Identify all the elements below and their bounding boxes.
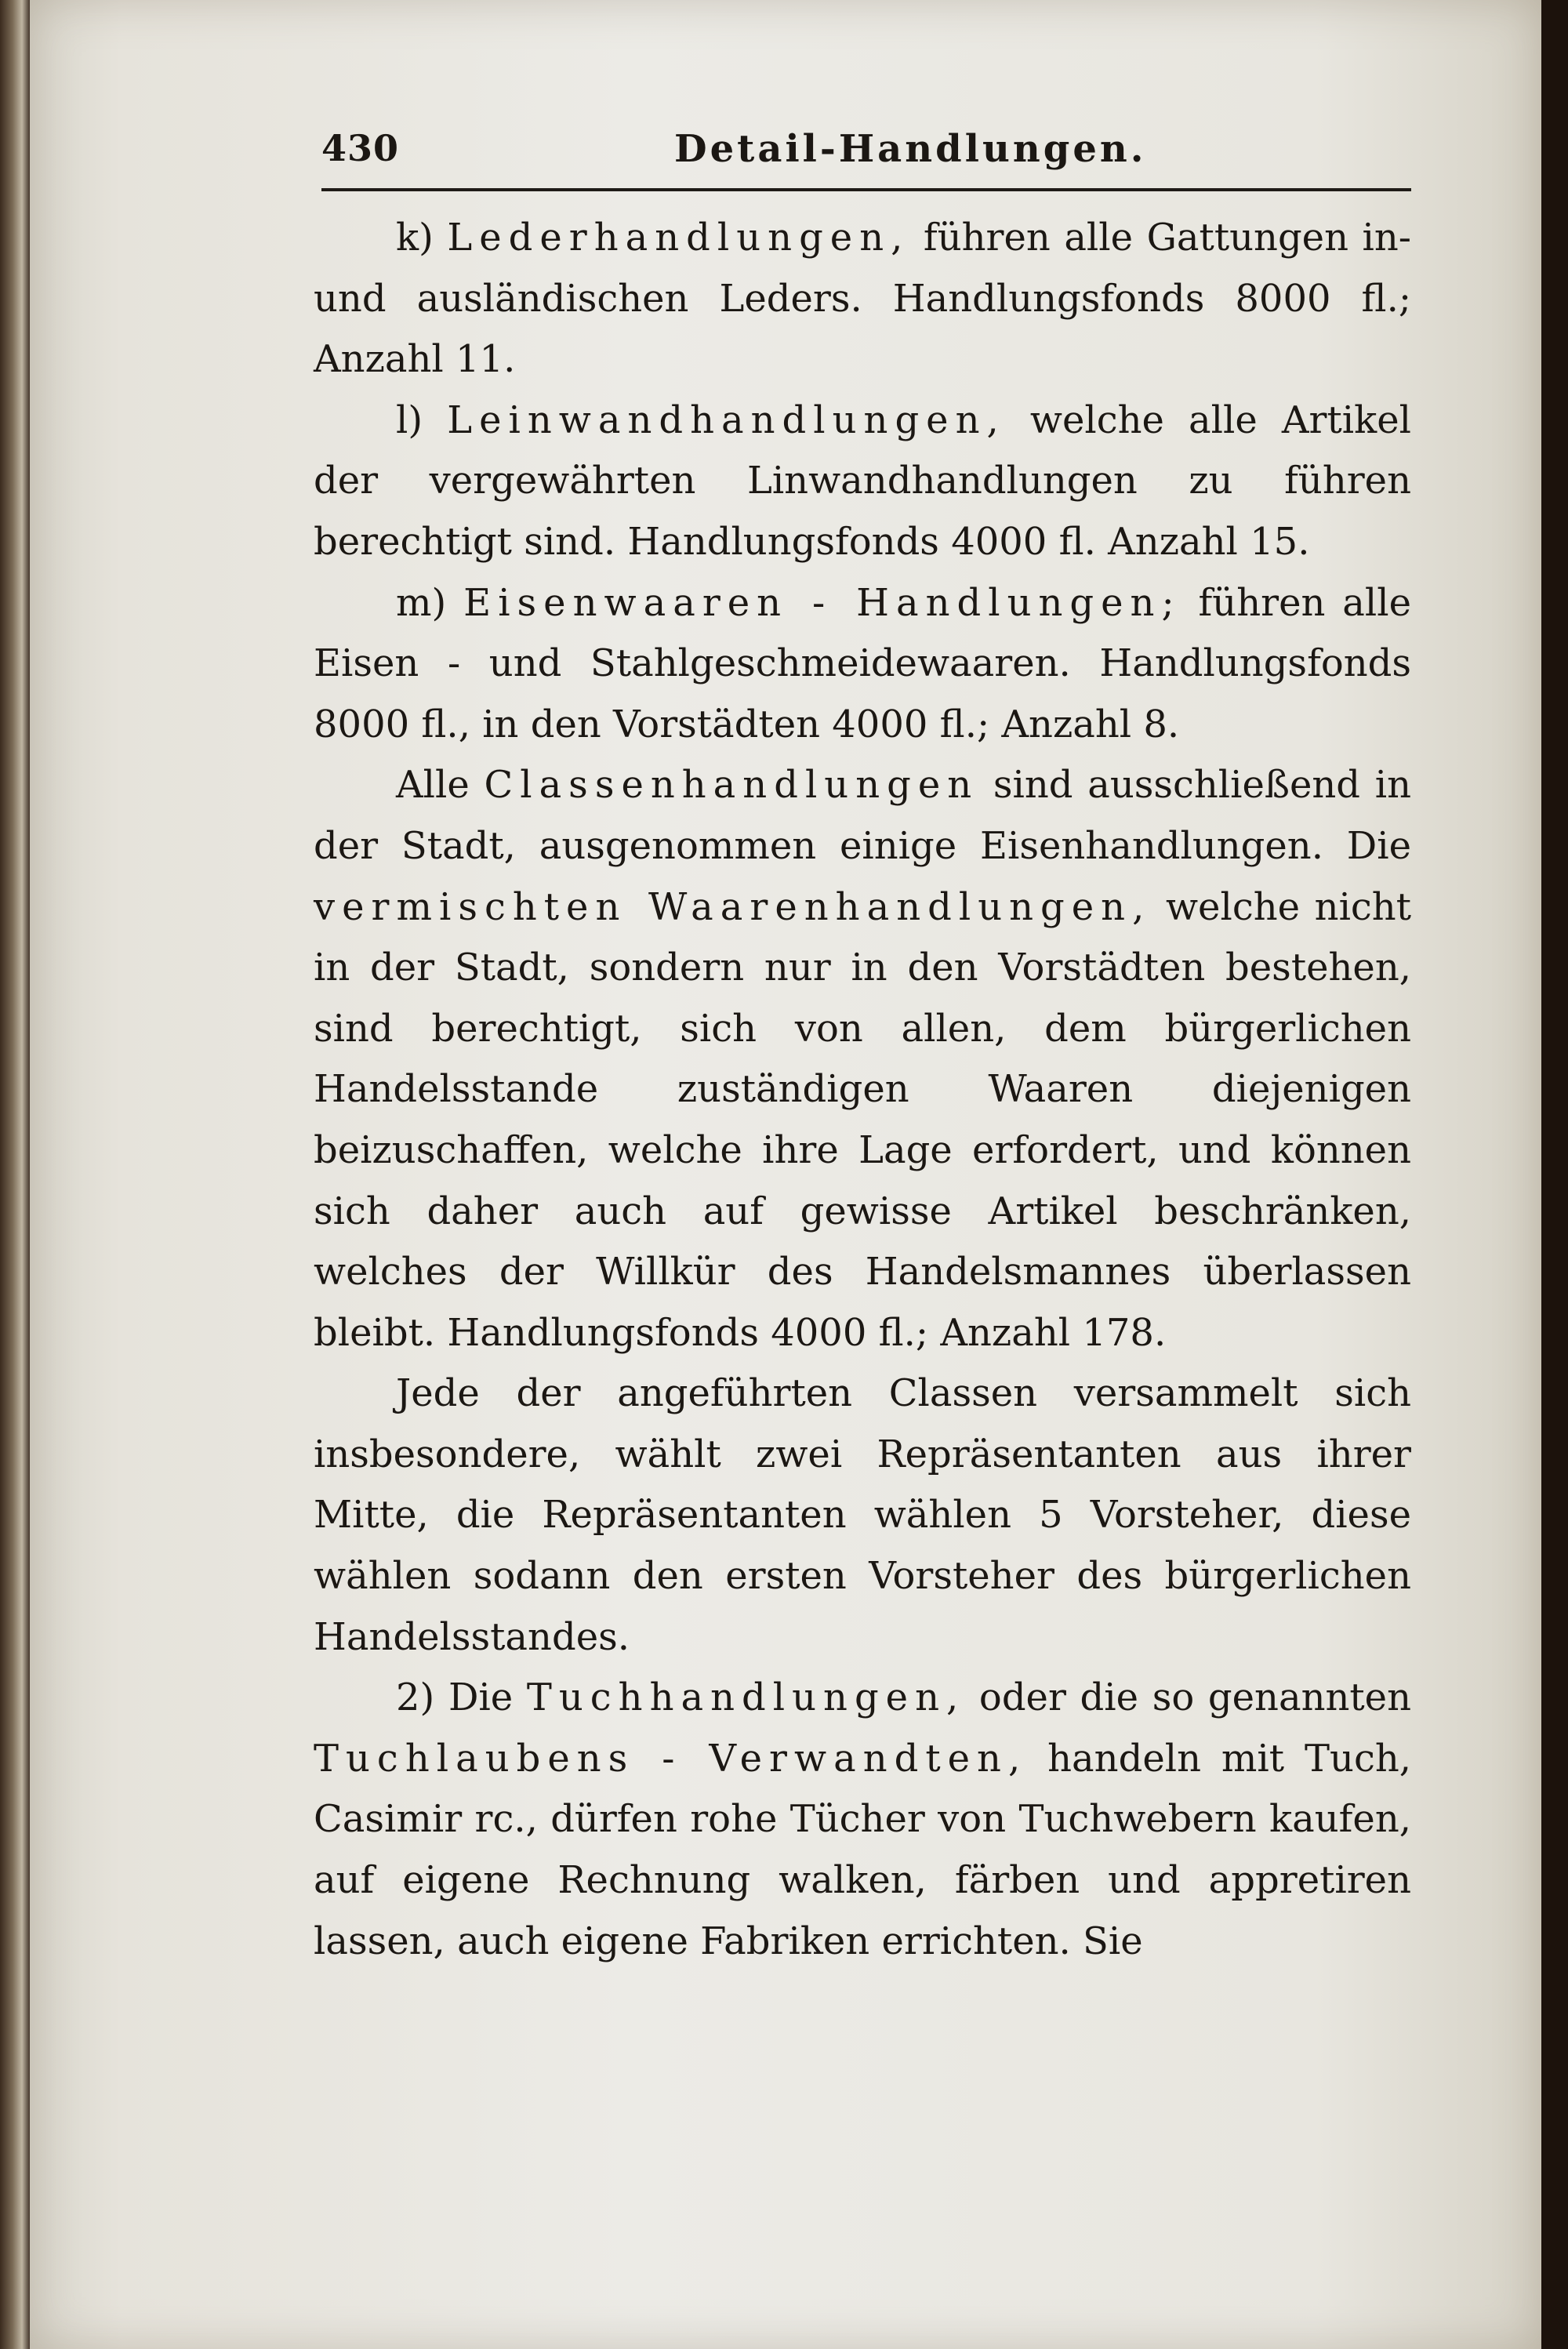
spaced-term: Classenhandlungen xyxy=(484,763,979,808)
paragraph-m xyxy=(314,573,1411,756)
paragraph-text: führen alle Gattungen in- und ausländischen Leders. Handlungsfonds 8000 fl.; Anzahl 11. xyxy=(314,216,1412,382)
lead-word: Die xyxy=(448,1676,514,1720)
paragraph-2 xyxy=(314,1668,1411,1972)
body-text xyxy=(314,208,1411,1972)
paragraph-k xyxy=(314,208,1411,390)
book-edge xyxy=(0,0,31,2349)
spaced-term: Eisenwaaren - Handlungen; xyxy=(463,580,1181,625)
item-label: l) xyxy=(396,398,423,442)
item-label: m) xyxy=(396,580,447,625)
paragraph-text: welche alle Artikel der vergewährten Linwandhandlungen zu führen berechtigt sind. Handlungsfonds 4000 fl. Anzahl 15. xyxy=(314,398,1411,564)
spaced-term: Leinwandhandlungen, xyxy=(447,398,1006,442)
running-head: Detail-Handlungen. xyxy=(674,127,1147,171)
paragraph-text: Jede der angeführten Classen versammelt sich insbesondere, wählt zwei Repräsentanten aus ihrer Mitte, die Repräsentanten wählen 5 Vorsteher, diese wählen sodann den ersten Vorsteher des bürgerlichen Handelsstandes. xyxy=(314,1371,1411,1659)
page-number: 430 xyxy=(321,127,400,169)
page-header xyxy=(321,118,1411,191)
item-label: k) xyxy=(396,216,434,260)
paragraph-text: handeln mit Tuch, Casimir rc., dürfen rohe Tücher von Tuchwebern kaufen, auf eigene Rechnung walken, färben und appretiren lassen, auch eigene Fabriken errichten. Sie xyxy=(314,1736,1411,1963)
paragraph-l xyxy=(314,390,1411,573)
spaced-term: Lederhandlungen, xyxy=(447,216,910,260)
paragraph-text: sind ausschließend in der Stadt, ausgenommen einige Eisenhandlungen. Die xyxy=(314,763,1411,868)
item-label: 2) xyxy=(396,1676,435,1720)
spaced-term: Tuchhandlungen, xyxy=(526,1676,966,1720)
paragraph-assembly xyxy=(314,1363,1411,1668)
paragraph-text: welche nicht in der Stadt, sondern nur in den Vorstädten bestehen, sind berechtigt, sich von allen, dem bürgerlichen Handelsstande zuständigen Waaren diejenigen beizuschaffen, welche ihre Lage erfordert, und können sich daher auch auf gewisse Artikel beschränken, welches der Willkür des Handelsmannes überlassen bleibt. Handlungsfonds 4000 fl.; Anzahl 178. xyxy=(314,884,1411,1355)
paragraph-text: oder die so genannten xyxy=(978,1676,1411,1720)
paragraph-classes xyxy=(314,755,1411,1363)
lead-word: Alle xyxy=(396,763,470,808)
spaced-term: vermischten Waarenhandlungen, xyxy=(314,884,1152,929)
paragraph-text: führen alle Eisen - und Stahlgeschmeidewaaren. Handlungsfonds 8000 fl., in den Vorstädten 4000 fl.; Anzahl 8. xyxy=(314,580,1412,746)
spaced-term: Tuchlaubens - Verwandten, xyxy=(314,1736,1028,1781)
